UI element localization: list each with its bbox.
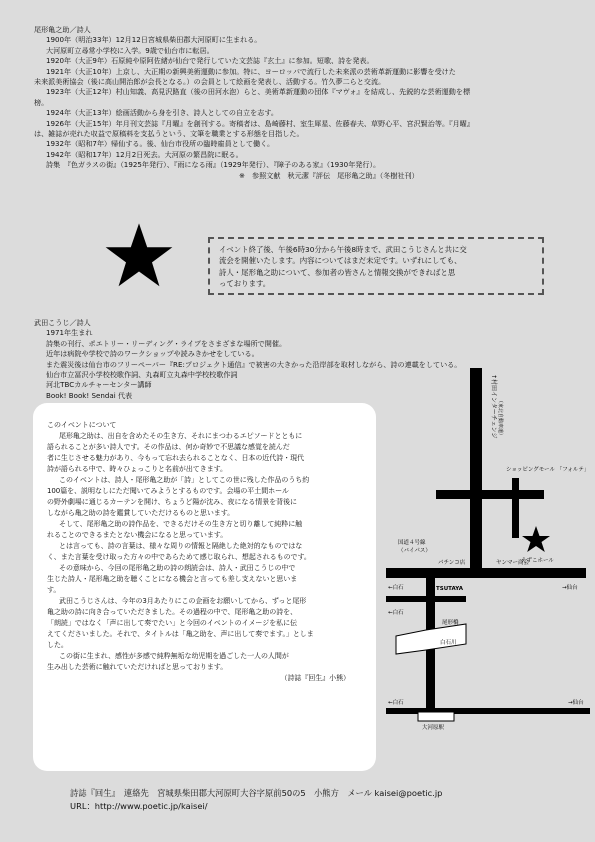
map-label-to-shiroishi-1: ←白石 (388, 585, 404, 591)
map-label-bridge: 尾形橋 (442, 620, 459, 626)
star-icon (104, 222, 174, 288)
bio-reference: ※ 参照文献 秋元潔『評伝 尾形亀之助』（冬樹社刊） (239, 170, 419, 180)
essay-line: 武田こうじさんは、今年の3月あたりにこの企画をお願いしてから、ずっと尾形 (59, 597, 307, 605)
map-label-yanmar: ヤンマー商会 (496, 560, 529, 566)
bio-line: 1926年（大正15年）年月刊文芸誌『月曜』を創刊する。寄稿者は、島崎藤村、室生犀星、佐藤春夫、草野心平、宮沢賢治等。『月曜』 (46, 118, 474, 128)
map-label-to-sendai-1: →仙台 (562, 585, 578, 591)
event-essay (33, 403, 376, 771)
bio-line: 1900年（明治33年）12月12日宮城県柴田郡大河原町に生まれる。 (46, 35, 262, 45)
bio-line: 榜。 (34, 97, 49, 107)
essay-line: 詩が語られる中で、時々ひょっこりと名前が出てきます。 (47, 465, 227, 473)
map-road-tsutaya (386, 596, 466, 602)
footer-url[interactable]: URL：http://www.poetic.jp/kaisei/ (70, 800, 208, 811)
essay-line: このイベントは、詩人・尾形亀之助が「詩」としてこの世に残した作品のうち約 (59, 476, 310, 484)
hall-star-icon (522, 526, 550, 552)
map-label-station: 大河原駅 (422, 725, 445, 731)
essay-line: しながら亀之助の詩を鑑賞していただけるものと思います。 (47, 509, 235, 517)
bio-line: 1971年生まれ (46, 328, 93, 338)
map-label-hall: えずこホール (521, 558, 554, 564)
essay-line: 100篇を、説明なしにただ聞いてみようとするものです。会場の平土間ホール (47, 487, 289, 495)
bio-line: 1942年（昭和17年）12月2日死去。大河原の繁昌院に眠る。 (46, 149, 243, 159)
map-label-to-shiroishi-2: ←白石 (388, 610, 404, 616)
bio-line: 河北TBCカルチャーセンター講師 (46, 380, 152, 390)
map-route4 (386, 568, 586, 578)
footer (70, 787, 590, 812)
map-road-north (470, 368, 482, 573)
bio-takeda-heading: 武田こうじ／詩人 (34, 318, 91, 327)
essay-line: 生じた詩人・尾形亀之助を聴くことになる機会と言っても差し支えないと思いま (47, 575, 298, 583)
bio-ogata-heading: 尾形亀之助／詩人 (34, 25, 91, 34)
essay-line: とは言っても、詩の言葉は、様々な周りの情報と隔絶した絶対的なものではな (59, 542, 303, 550)
map-station-box (418, 712, 454, 721)
bio-line: 未来派美術協会（後に高山開治郎が会長となる。）の会員として絵画を発表し、活動する。竹久夢二らと交流。 (34, 77, 386, 87)
essay-line: 「朗読」ではなく「声に出して奏でたい」と今回のイベントのイメージを私に伝 (47, 619, 297, 627)
bio-line: Book! Book! Sendai 代表 (46, 390, 133, 400)
notice-box (208, 237, 544, 295)
map-label-highway-sub: （東北自動車道） (497, 398, 503, 439)
essay-line: れることのできるまたとない機会になると思っています。 (47, 531, 228, 539)
bio-line: 1923年（大正12年）村山知義、高見沢路直（後の田河水泡）らと、美術革新運動の団体『マヴォ』を結成し、先鋭的な芸術運動を標 (46, 87, 471, 97)
notice-line: 詩人・尾形亀之助について、参加者の皆さんと情報交換ができればと思 (219, 267, 456, 277)
bio-line: 1920年（大正9年）石原純や原阿佐緒が仙台で発行していた文芸誌『玄土』に参加。短歌、詩を発表。 (46, 56, 374, 66)
bio-line: 詩集の刊行、ポエトリー・リーディング・ライブをさまざまな場所で開催。 (46, 338, 287, 348)
notice-line: っております。 (219, 279, 271, 289)
bio-line: 1924年（大正13年）絵画活動から身を引き、詩人としての自立を志す。 (46, 108, 278, 118)
access-map (386, 368, 592, 793)
essay-line: く、また言葉を受け取った方々の中であらためて感じ取られ、想起されるものです。 (47, 553, 311, 561)
essay-line: えてくださいました。それで、タイトルは「亀之助を、声に出して奏でます。」としま (47, 630, 314, 638)
map-label-to-sendai-2: →仙台 (568, 700, 584, 706)
map-label-highway: ↑村田インターチェンジ (490, 374, 497, 439)
bio-line: 詩集 『色ガラスの街』（1925年発行）、『雨になる雨』（1929年発行）、『障子のある家』（1930年発行）。 (46, 160, 381, 170)
essay-line: 語られることが多い詩人です。その作品は、何か奇妙で不思議な感覚を読んだ (47, 443, 290, 451)
bio-ogata (34, 25, 574, 181)
bio-line: は、雑誌が売れた収益で原稿料を支払うという、文筆を職業とする形態を目指した。 (34, 129, 304, 139)
bio-line: また震災後は仙台市のフリーペーパー『RE:プロジェクト通信』で被害の大きかった沿岸部を取材しながら、詩の連載をしている。 (46, 359, 462, 369)
essay-line: の野外劇場に通じるカーテンを開け、ちょうど陽が沈み、夜になる情景を背後に (47, 498, 297, 506)
map-label-tsutaya: TSUTAYA (436, 586, 463, 592)
bio-line: 1921年（大正10年）上京し、大正期の新興美術運動に参加。特に、ヨーロッパで流行した未来派の芸術革新運動に影響を受けた (46, 66, 456, 76)
map-road-mall-spur (512, 478, 519, 538)
essay-line: 尾形亀之助は、出自を含めたその生き方、それにまつわるエピソードとともに (59, 432, 303, 440)
bio-line: 1932年（昭和7年）帰仙する。後、仙台市役所の臨時雇員として働く。 (46, 139, 275, 149)
notice-line: 流会を開催いたします。内容についてはまだ未定です。いずれにしても、 (219, 256, 462, 266)
essay-line: 生み出した芸術に触れていただければと思っております。 (47, 663, 228, 671)
essay-line: す。 (47, 586, 61, 594)
map-label-mall: ショッピングモール 「フォルテ」 (506, 467, 590, 473)
map-label-route4b: （バイパス） (398, 548, 431, 554)
essay-line: 者に生じさせる魅力があり、今もって忘れ去られることなく、日本の近代詩・現代 (47, 454, 305, 462)
footer-contact: 詩誌『回生』 連絡先 宮城県柴田郡大河原町大谷字原前50の5 小熊方 メール kaisei@poetic.jp (70, 788, 443, 798)
essay-line: そして、尾形亀之助の詩作品を、できるだけその生き方と切り離して純粋に触 (59, 520, 303, 528)
bio-line: 近年は病院や学校で詩のワークショップや読みきかせをしている。 (46, 349, 259, 359)
essay-line: この街に生まれ、感性が多感で純粋無垢な幼児期を過ごした一人の人間が (59, 652, 289, 660)
map-railway (386, 708, 590, 714)
map-label-pachinko: パチンコ店 (438, 560, 466, 566)
map-label-route4a: 国道４号線 (398, 540, 426, 546)
essay-line: した。 (47, 641, 68, 649)
essay-signature: （詩誌『回生』小熊） (280, 674, 350, 682)
map-road-mall (436, 490, 544, 499)
essay-title: このイベントについて (47, 421, 117, 429)
bio-line: 仙台市立冨沢小学校校歌作詞、丸森町立丸森中学校校歌作詞 (46, 370, 238, 380)
map-label-to-shiroishi-3: ←白石 (388, 700, 404, 706)
notice-line: イベント終了後、午後6時30分から午後8時まで、武田こうじさんと共に交 (219, 245, 467, 254)
essay-line: 亀之助の詩に向き合っていただきました。その過程の中で、尾形亀之助の詩を、 (47, 608, 298, 616)
map-label-river: 白石川 (440, 640, 457, 646)
essay-line: その意味から、今回の尾形亀之助の詩の朗読会は、詩人・武田こうじの中で (59, 564, 296, 572)
bio-line: 大河原町立尋常小学校に入学。9歳で仙台市に転居。 (46, 45, 214, 55)
